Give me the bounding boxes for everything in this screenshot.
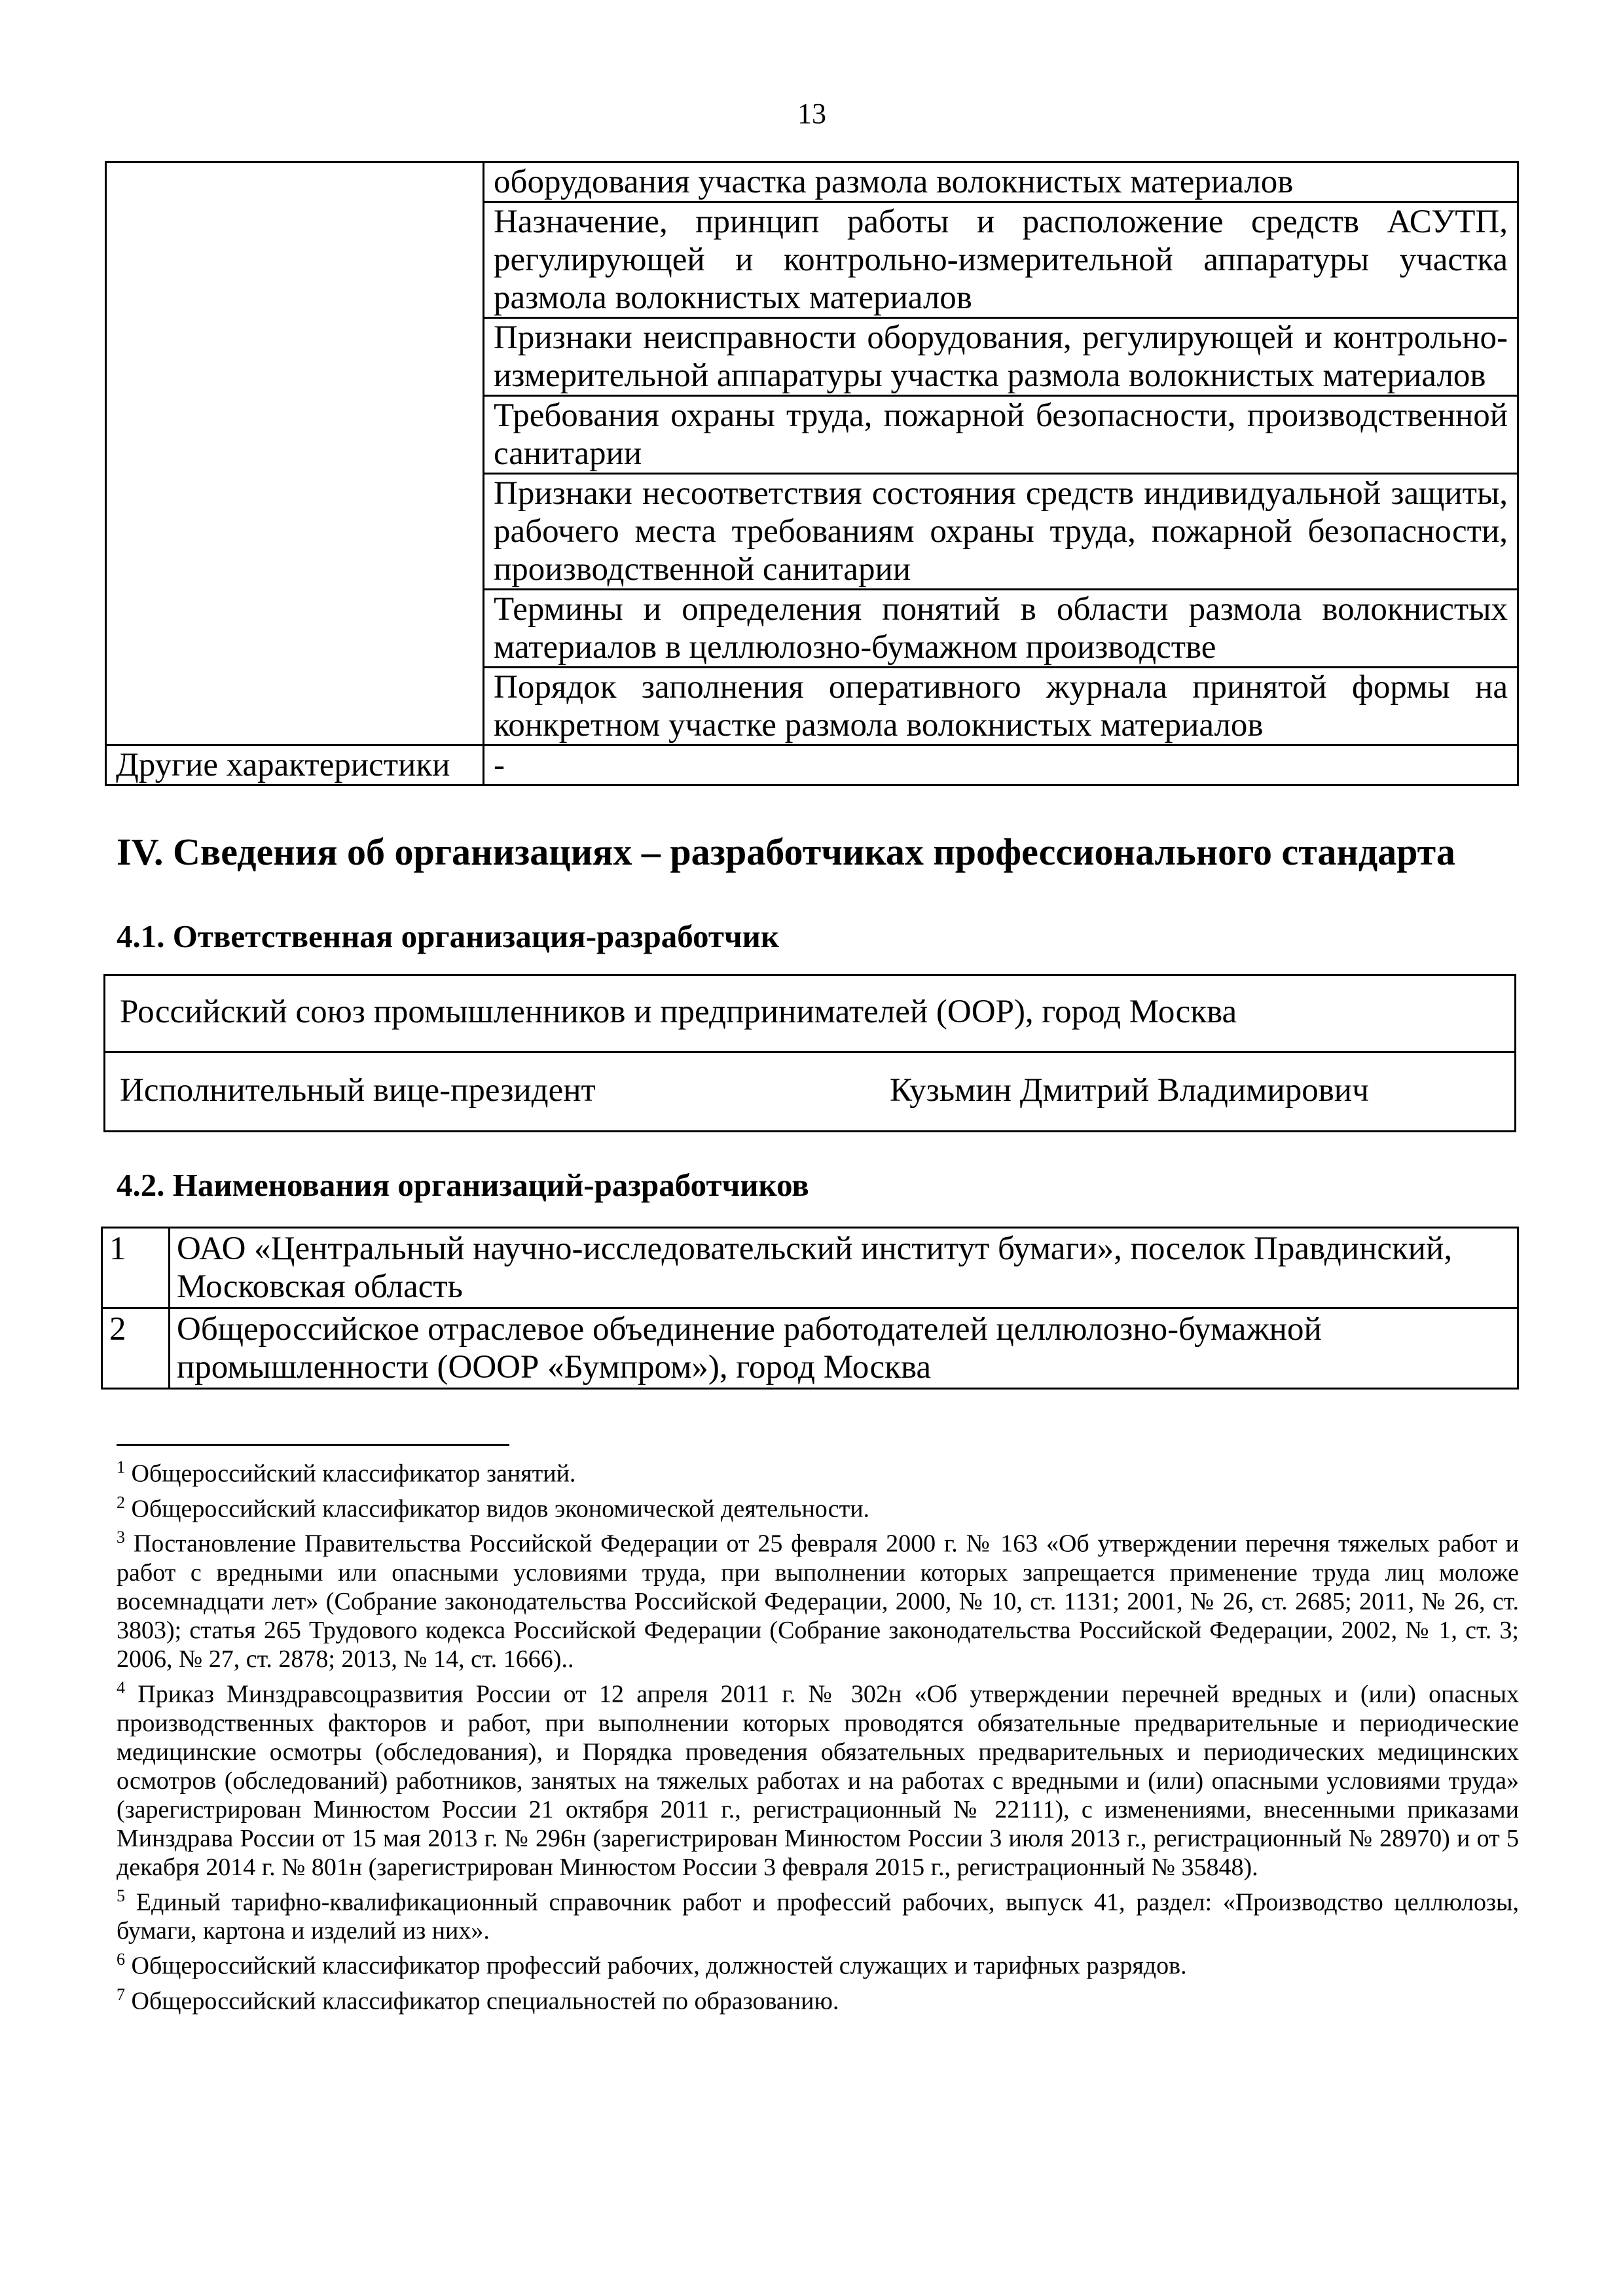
footnote-text: Общероссийский классификатор специальностей по образованию. xyxy=(131,1987,839,2015)
footnote xyxy=(117,1945,1519,1981)
requirement-text: Термины и определения понятий в области размола волокнистых материалов в целлюлозно-бумажном производстве xyxy=(484,590,1518,668)
footnotes xyxy=(117,1453,1519,2016)
subsection-2-title: 4.2. Наименования организаций-разработчиков xyxy=(117,1167,809,1203)
footnote-text: Постановление Правительства Российской Федерации от 25 февраля 2000 г. № 163 «Об утверждении перечня тяжелых работ и работ с вредными или опасными условиями труда, при выполнении которых запрещается применение труда лиц моложе восемнадцати лет» (Собрание законодательства Российской Федерации, 2000, № 10, ст. 1131; 2001, № 26, ст. 2685; 2011, № 26, ст. 3803); статья 265 Трудового кодекса Российской Федерации (Собрание законодательства Российской Федерации, 2002, № 1, ст. 3; 2006, № 27, ст. 2878; 2013, № 14, ст. 1666).. xyxy=(117,1530,1520,1673)
requirement-text: Требования охраны труда, пожарной безопасности, производственной санитарии xyxy=(484,396,1518,474)
footnote xyxy=(117,1453,1519,1488)
other-characteristics-label: Другие характеристики xyxy=(106,745,484,785)
footnote-text: Общероссийский классификатор занятий. xyxy=(131,1460,576,1488)
footnote-text: Приказ Минздравсоцразвития России от 12 апреля 2011 г. № 302н «Об утверждении перечней вредных и (или) опасных производственных факторов и работ, при выполнении которых проводятся обязательные предварительные и периодические медицинские осмотры (обследования), и Порядка проведения обязательных предварительных и периодических медицинских осмотров (обследований) работников, занятых на тяжелых работах и на работах с вредными и (или) опасными условиями труда» (зарегистрирован Минюстом России 21 октября 2011 г., регистрационный № 22111), с изменениями, внесенными приказами Минздрава России от 15 мая 2013 г. № 296н (зарегистрирован Минюстом России 3 июля 2013 г., регистрационный № 28970) и от 5 декабря 2014 г. № 801н (зарегистрирован Минюстом России 3 февраля 2015 г., регистрационный № 35848). xyxy=(117,1680,1519,1881)
organization-row xyxy=(105,976,1514,1053)
footnote-mark: 4 xyxy=(117,1677,125,1697)
footnote-mark: 5 xyxy=(117,1886,125,1905)
signatory-position: Исполнительный вице-президент xyxy=(120,1072,596,1109)
footnote xyxy=(117,1488,1519,1524)
table-row xyxy=(106,162,1518,202)
row-number: 1 xyxy=(102,1228,170,1308)
footnote-separator xyxy=(117,1444,509,1446)
requirement-text: Признаки неисправности оборудования, регулирующей и контрольно-измерительной аппаратуры участка размола волокнистых материалов xyxy=(484,318,1518,396)
footnote xyxy=(117,1981,1519,2016)
subsection-1-title: 4.1. Ответственная организация-разработчик xyxy=(117,918,780,954)
requirements-table xyxy=(105,161,1519,786)
section-title: IV. Сведения об организациях – разработчиках профессионального стандарта xyxy=(117,831,1455,873)
table-row xyxy=(102,1308,1518,1389)
footnote-mark: 2 xyxy=(117,1492,125,1512)
requirement-text: Назначение, принцип работы и расположение средств АСУТП, регулирующей и контрольно-измерительной аппаратуры участка размола волокнистых материалов xyxy=(484,202,1518,318)
organization-name: ОАО «Центральный научно-исследовательский институт бумаги», поселок Правдинский, Московская область xyxy=(170,1228,1518,1308)
organization-name: Общероссийское отраслевое объединение работодателей целлюлозно-бумажной промышленности (ОООР «Бумпром»), город Москва xyxy=(170,1308,1518,1389)
requirement-text: Признаки несоответствия состояния средств индивидуальной защиты, рабочего места требованиям охраны труда, пожарной безопасности, производственной санитарии xyxy=(484,474,1518,590)
page-number: 13 xyxy=(797,98,826,130)
table-row xyxy=(106,745,1518,785)
other-characteristics-value: - xyxy=(484,745,1518,785)
responsible-organization-box xyxy=(103,974,1516,1132)
developer-organizations-table xyxy=(101,1227,1519,1390)
footnote-mark: 6 xyxy=(117,1950,125,1969)
footnote-text: Единый тарифно-квалификационный справочник работ и профессий рабочих, выпуск 41, раздел: «Производство целлюлозы, бумаги, картона и изделий из них». xyxy=(117,1888,1520,1945)
footnote-mark: 1 xyxy=(117,1458,125,1477)
table-row xyxy=(102,1228,1518,1308)
footnote-text: Общероссийский классификатор видов экономической деятельности. xyxy=(131,1495,870,1523)
requirement-text: оборудования участка размола волокнистых материалов xyxy=(484,162,1518,202)
footnote-text: Общероссийский классификатор профессий рабочих, должностей служащих и тарифных разрядов. xyxy=(131,1952,1187,1980)
requirement-text: Порядок заполнения оперативного журнала принятой формы на конкретном участке размола волокнистых материалов xyxy=(484,668,1518,745)
footnote xyxy=(117,1674,1519,1882)
organization-name: Российский союз промышленников и предпринимателей (ООР), город Москва xyxy=(120,994,1237,1030)
footnote xyxy=(117,1882,1519,1946)
footnote-mark: 3 xyxy=(117,1528,125,1547)
row-label-cell xyxy=(106,162,484,745)
row-number: 2 xyxy=(102,1308,170,1389)
footnote-mark: 7 xyxy=(117,1984,125,2004)
footnote xyxy=(117,1523,1519,1674)
signatory-name: Кузьмин Дмитрий Владимирович xyxy=(890,1072,1369,1109)
